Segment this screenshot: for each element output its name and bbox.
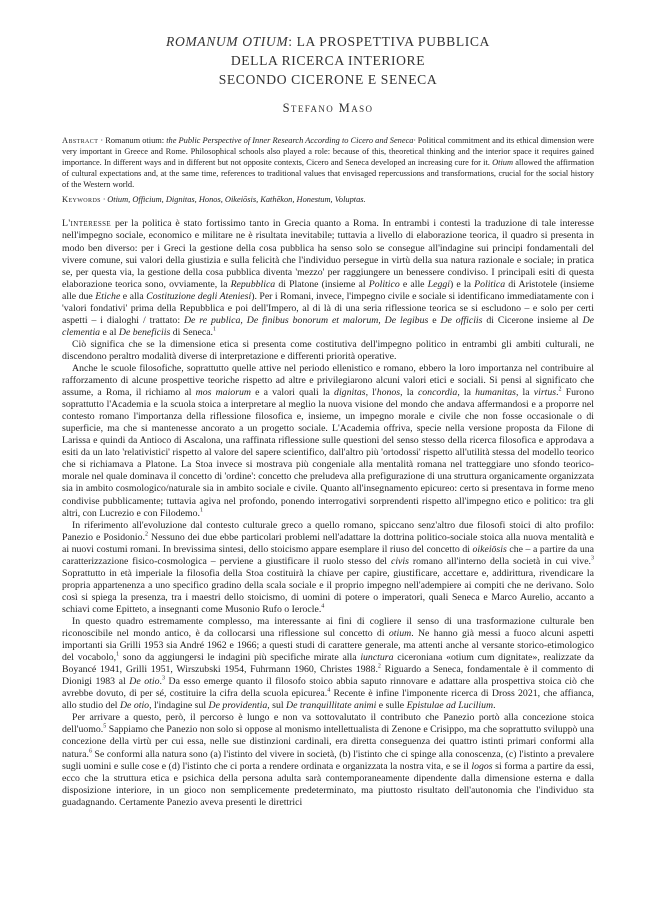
text-run: ) e la <box>450 278 475 290</box>
paragraph-3 <box>62 363 594 520</box>
italic-run: iunctura <box>360 652 394 664</box>
text-run: In questo quadro estremamente complesso, ma interessante ai fini di cogliere il senso di una trasformazione culturale ben riconoscibile nel mondo antico, è da collocarsi una riflessione sul concetto di <box>62 615 594 640</box>
footnote-ref: 2 <box>377 663 381 670</box>
text-run: Furono soprattutto l'Academia e la scuola stoica a interpretare al meglio la nuova visione del mondo che andava affermandosi e a proporre nel contesto romano l'importanza della riflessione filosofica e, insieme, un impegno morale e civile che non fosse occasionale o di superficie, ma che si mantenesse ancorato a un progetto sociale. L'Academia offriva, specie nella versione proposta da Filone di Larissa e quindi da Antioco di Ascalona, una raffinata riflessione sulle questioni del senso stesso della ricerca filosofica e approdava a esiti da un lato 'relativistici' rispetto al valore del sapere scientifico, dall'altro più 'ortodossi' rispetto all'utilità stessa del modello teorico che si richiamava a Platone. La Stoa invece si mostrava più congeniale alla mentalità romana nel tratteggiare uno sfondo teorico-morale nel quale dominava il concetto di 'ordine': concetto che preludeva alla prefigurazione di una struttura organicamente organizzata sia in ambito cosmologico/naturale sia in ambito sociale e civile. Quanto all'insegnamento epicureo: certo si presentava in forme meno condivise pubblicamente; tuttavia agiva nel profondo, ponendo interrogativi sorprendenti rispetto all'impegno etico e politico: tra gli altri, con Lucrezio e con Filodemo. <box>62 387 594 519</box>
paragraph-4 <box>62 520 594 616</box>
text-run: Anche le scuole filosofiche, soprattutto quelle attive nel periodo ellenistico e romano, ebbero la loro importanza nel contribuire al rafforzamento di alcune prospettive teoriche rispetto ad altre e privilegiarono alcuni valori etici e sociali. Si pensi al significato che assume, a Roma, il richiamo al <box>62 363 594 399</box>
italic-run: De otio <box>129 676 160 688</box>
text-run: di Seneca. <box>170 326 214 338</box>
italic-run: humanitas <box>475 387 516 399</box>
text-run: e alle <box>399 278 428 290</box>
body-text <box>62 218 594 808</box>
footnote-ref: 2 <box>145 531 148 538</box>
text-run: . <box>556 387 559 399</box>
text-run: e a valori quali la <box>250 387 335 399</box>
footnote-ref: 1 <box>116 651 120 658</box>
footnote-ref: 3 <box>591 555 594 562</box>
footnote-ref: 3 <box>161 675 165 682</box>
drop-cap-word: L'interesse <box>62 218 112 230</box>
footnote-ref: 1 <box>213 326 217 333</box>
abstract-otium: Otium <box>492 157 514 167</box>
italic-run: Politica <box>474 278 506 290</box>
text-run: ). Per i Romani, invece, l'impegno civile e sociale si identificano immediatamente con i 'valori fondativi' prima della Repubblica e poi dell'Impero, al di là di una seria riflessione teorica se si escludono – e solo per certi aspetti – i dialoghi / trattato: <box>62 290 595 326</box>
text-run: , l' <box>365 387 377 399</box>
text-run: e alla <box>120 290 147 302</box>
paragraph-5 <box>62 616 594 712</box>
italic-run: De clementia <box>62 314 594 338</box>
abstract-text-1: Political commitment and its ethical dimension were very important in Greece and Rome. Philosophical schools also played a role: because of this, theoretical thinking and the interior space it requires gained importance. In different ways and in different but not opposite contexts, Cicero and Seneca developed an increasing cure for it. <box>62 136 594 167</box>
text-run: per la politica è stato fortissimo tanto in Grecia quanto a Roma. In entrambi i contesti la traduzione di tale interesse nell'impegno sociale, economico e militare ne è risultata inevitabile; tuttavia a livello di elaborazione teorica, il quadro si presenta in modo ben diverso: per i Greci la gestione della cosa pubblica ha senso solo se consegue all'indagine sui principi fondamentali del vivere comune, sui valori della giustizia e sulla felicità che l'individuo persegue in virtù della sua natura razionale e sociale; in pratica se, per questa via, la gestione della cosa pubblica diventa 'mezzo' per raggiungere un benessere condiviso. I principali esiti di questa elaborazione teorica sono, ovviamente, la <box>62 218 594 290</box>
text-run: di Aristotele (insieme alle due <box>62 278 595 302</box>
footnote-ref: 4 <box>321 603 325 610</box>
title-line-1 <box>62 32 594 51</box>
text-run: si forma a partire da essi, ecco che la struttura etica e psichica della persona adulta sarà contemporaneamente dipendente dalla dimensione esterna e dalla disposizione interiore, in un gioco non semplicemente predeterminato, ma piuttosto risultato dell'autonomia che l'individuo sta guadagnando. Certamente Panezio aveva presenti le direttrici <box>62 760 594 808</box>
text-run: In riferimento all'evoluzione dal contesto culturale greco a quello romano, spiccano senz'altro due filosofi stoici di alto profilo: Panezio e Posidonio. <box>62 519 594 543</box>
paper-page <box>62 32 594 809</box>
footnote-ref: 6 <box>88 748 92 755</box>
footnote-ref: 2 <box>558 386 562 393</box>
abstract-label: Abstract <box>62 136 99 145</box>
paragraph-6 <box>62 712 594 808</box>
paragraph-2: Ciò significa che se la dimensione etica si presenta come costitutiva dell'impegno politico in entrambi gli ambiti culturali, ne discendono peraltro modalità diverse di interpretazione e differenti priorità operative. <box>62 338 594 362</box>
abstract <box>62 136 594 191</box>
text-run: e al <box>100 326 119 338</box>
text-run: . Ne hanno già messi a fuoco alcuni aspetti importanti sia Grilli 1953 sia André 1962 e 1966; a questi studi di carattere generale, ma attenti anche al versante storico-etimologico del vocabolo, <box>62 628 594 664</box>
text-run: che – a partire da una caratterizzazione fisico-cosmologica – perviene a giustificare il ruolo stesso del <box>62 543 594 567</box>
abstract-text-2: allowed the affirmation of cultural expectations and, at the same time, references to traditional values that envisaged repercussions and transformations, crucial for the social history of the Western world. <box>62 157 595 189</box>
text-run: ciceroniana «otium cum dignitate», realizzate da Boyancé 1941, Grilli 1951, Wirszubski 1954, Fuhrmann 1960, Christes 1988. <box>62 652 595 676</box>
italic-run: Politico <box>368 278 400 290</box>
italic-run: De providentia <box>208 700 268 712</box>
text-run: di Platone (insieme al <box>275 278 369 290</box>
footnote-ref: 4 <box>327 688 331 694</box>
abstract-dash: · Romanum otium: <box>98 136 167 145</box>
italic-run: oikeiōsis <box>472 543 507 555</box>
italic-run: Costituzione degli Ateniesi <box>146 290 252 302</box>
paper-title <box>62 32 594 89</box>
italic-run: civis <box>390 555 409 567</box>
title-line-2: DELLA RICERCA INTERIORE <box>230 53 426 68</box>
text-run: e sulle <box>376 700 407 712</box>
keywords-list: · Otium, Officium, Dignitas, Honos, Oikeiōsis, Kathēkon, Honestum, Voluptas. <box>100 194 366 204</box>
keywords <box>62 195 594 206</box>
italic-run: concordia <box>417 387 458 399</box>
text-run: Per arrivare a questo, però, il percorso è lungo e non va sottovalutato il contributo che Panezio portò alla concezione stoica dell'uomo. <box>62 712 594 736</box>
italic-run: De officiis <box>440 314 483 326</box>
italic-run: Epistulae ad Lucilium <box>406 700 494 712</box>
text-run: . <box>493 700 496 712</box>
text-run: sono da aggiungersi le indagini più specifiche mirate alla <box>119 652 361 664</box>
text-run: Da esso emerge quanto il filosofo stoico abbia saputo rinnovare e adattare alla prospettiva stoica ciò che avrebbe dovuto, di per sé, costituire la cifra della scuola epicurea. <box>62 676 594 700</box>
text-run: . <box>159 676 162 688</box>
italic-run: honos <box>376 387 401 399</box>
abstract-subtitle: the Public Perspective of Inner Research According to Cicero and Seneca· <box>166 136 416 145</box>
text-run: Nessuno dei due ebbe particolari problemi nell'adattare la dottrina politico-sociale stoica alla nuova mentalità e ai nuovi costumi romani. In brevissima sintesi, dello stoicismo appare esemplare il riuso del concetto di <box>62 531 594 555</box>
italic-run: virtus <box>533 387 557 399</box>
italic-run: otium <box>388 628 412 640</box>
italic-run: De re publica, De finibus bonorum et malorum, De legibus <box>183 314 429 326</box>
text-run: Soprattutto in età imperiale la filosofia della Stoa costituirà la chiave per capire, giustificare, accettare e, addirittura, rivendicare la propria appartenenza a uno specifico gradino della scala sociale e il proprio impegno nell'adempiere ai compiti che ne derivano. Solo così si spiega la presenza, tra i maestri dello stoicismo, di uomini di potere o imperatori, quali Seneca e Marco Aurelio, accanto a schiavi come Epitteto, a insegnanti come Musonio Rufo o Ierocle. <box>62 567 594 615</box>
footnote-ref: 1 <box>199 507 203 514</box>
title-italic: ROMANUM OTIUM <box>166 34 289 49</box>
italic-run: De otio <box>119 700 150 712</box>
italic-run: mos maiorum <box>195 387 251 399</box>
text-run: di Cicerone insieme al <box>482 314 583 326</box>
italic-run: dignitas <box>334 387 366 399</box>
text-run: Recente è infine l'imponente ricerca di Dross 2021, che affianca, allo studio del <box>62 688 594 712</box>
paragraph-1 <box>62 218 594 338</box>
italic-run: De tranquillitate animi <box>286 700 377 712</box>
text-run: , la <box>400 387 418 399</box>
text-run: e <box>428 314 441 326</box>
text-run: , l'indagine sul <box>149 700 209 712</box>
italic-run: logos <box>471 760 493 772</box>
italic-run: Leggi <box>427 278 450 290</box>
keywords-label: Keywords <box>62 194 101 204</box>
text-run: , la <box>457 387 476 399</box>
text-run: , la <box>515 387 534 399</box>
italic-run: De beneficiis <box>118 326 171 338</box>
text-run: Se conformi alla natura sono (a) l'istinto del vivere in società, (b) l'istinto che ci spinge alla conoscenza, (c) l'istinto a prevalere sugli uomini e sulle cose e (d) l'istinto che ci porta a rendere ordinata e organizzata la nostra vita, e se il <box>62 748 594 772</box>
italic-run: Repubblica <box>230 278 276 290</box>
footnote-ref: 5 <box>103 724 107 731</box>
title-rest: : LA PROSPETTIVA PUBBLICA <box>288 34 490 49</box>
text-run: Riguardo a Seneca, fondamentale è il commento di Dionigi 1983 al <box>62 664 594 688</box>
text-run: romano all'interno della società in cui vive. <box>408 555 591 567</box>
author-name: Stefano Maso <box>282 101 374 115</box>
text-run: , sul <box>267 700 287 712</box>
italic-run: Etiche <box>95 290 121 302</box>
text-run: Sappiamo che Panezio non solo si oppose al monismo intellettualista di Zenone e Crisippo, ma che soprattutto sviluppò una concezione della virtù per cui essa, nelle sue distinzioni cardinali, era diretta conseguenza dei quattro istinti primari conformi alla natura. <box>62 724 594 760</box>
title-line-3: SECONDO CICERONE E SENECA <box>218 72 438 87</box>
